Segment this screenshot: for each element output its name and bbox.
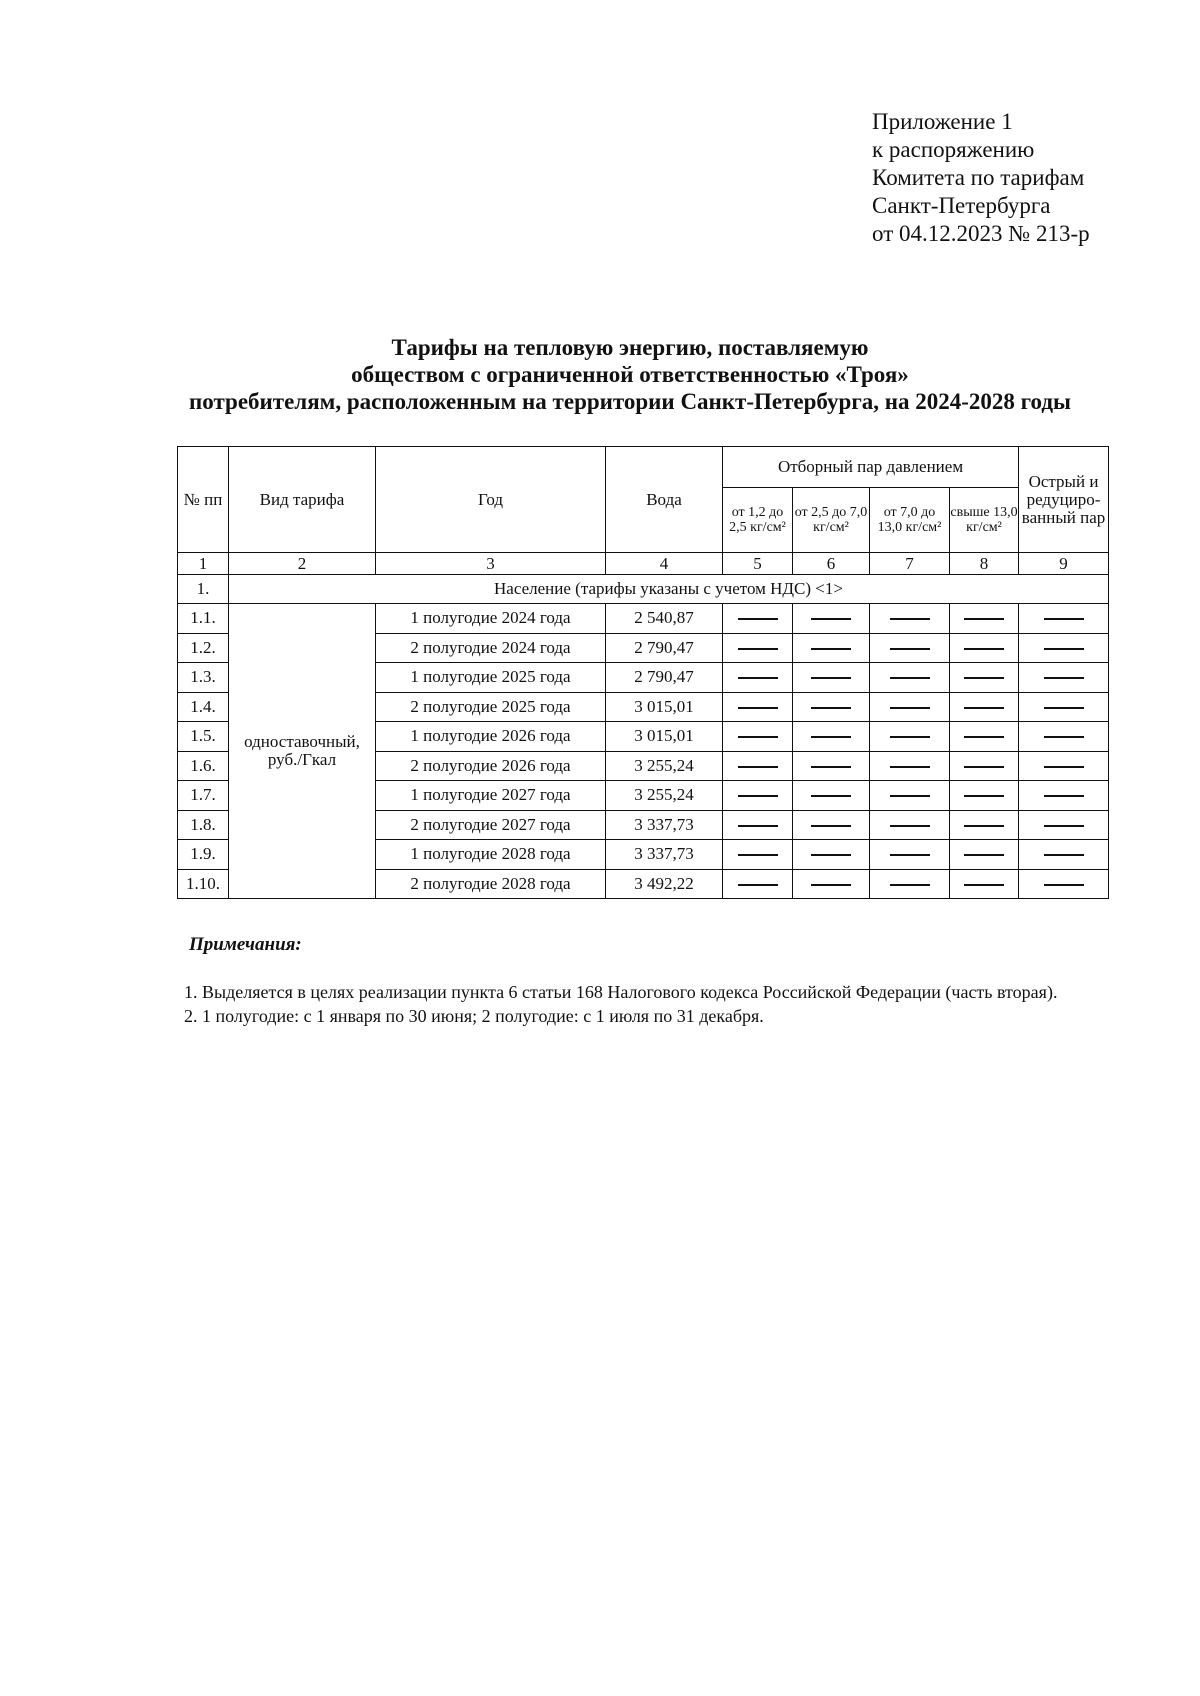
header-steam-group: Отборный пар давлением: [723, 447, 1019, 488]
row-water: 2 790,47: [606, 663, 723, 693]
dash-mark: [1044, 677, 1084, 679]
dash-mark: [738, 825, 778, 827]
dash-mark: [1044, 795, 1084, 797]
column-number: 7: [870, 553, 950, 575]
dash-mark: [964, 736, 1004, 738]
empty-value-cell: [950, 840, 1019, 870]
notes-title: Примечания:: [189, 934, 302, 955]
dash-mark: [738, 766, 778, 768]
dash-mark: [1044, 884, 1084, 886]
empty-value-cell: [950, 692, 1019, 722]
dash-mark: [1044, 825, 1084, 827]
column-number: 5: [723, 553, 793, 575]
header-tariff-type: Вид тарифа: [229, 447, 376, 553]
dash-mark: [1044, 618, 1084, 620]
table-row: [178, 604, 1109, 634]
row-no: 1.8.: [178, 810, 229, 840]
row-no: 1.3.: [178, 663, 229, 693]
appendix-block: [872, 108, 1090, 248]
appendix-line: Приложение 1: [872, 109, 1013, 134]
empty-value-cell: [793, 840, 870, 870]
empty-value-cell: [723, 751, 793, 781]
tariff-type-cell: одноставочный, руб./Гкал: [229, 604, 376, 899]
dash-mark: [890, 707, 930, 709]
dash-mark: [890, 766, 930, 768]
row-water: 3 337,73: [606, 810, 723, 840]
dash-mark: [964, 766, 1004, 768]
empty-value-cell: [1019, 722, 1109, 752]
empty-value-cell: [793, 722, 870, 752]
empty-value-cell: [870, 751, 950, 781]
header-sharp-steam: Острый и редуциро-ванный пар: [1019, 447, 1109, 553]
row-no: 1.6.: [178, 751, 229, 781]
header-steam-col: свыше 13,0 кг/см²: [950, 488, 1019, 553]
empty-value-cell: [723, 722, 793, 752]
empty-value-cell: [950, 810, 1019, 840]
empty-value-cell: [1019, 781, 1109, 811]
row-no: 1.9.: [178, 840, 229, 870]
header-year: Год: [376, 447, 606, 553]
dash-mark: [890, 884, 930, 886]
empty-value-cell: [723, 633, 793, 663]
row-period: 2 полугодие 2024 года: [376, 633, 606, 663]
row-no: 1.10.: [178, 869, 229, 899]
dash-mark: [964, 618, 1004, 620]
column-number: 3: [376, 553, 606, 575]
empty-value-cell: [723, 840, 793, 870]
dash-mark: [964, 884, 1004, 886]
empty-value-cell: [793, 869, 870, 899]
header-steam-col: от 7,0 до 13,0 кг/см²: [870, 488, 950, 553]
dash-mark: [890, 795, 930, 797]
section-row: [178, 575, 1109, 604]
row-period: 1 полугодие 2025 года: [376, 663, 606, 693]
dash-mark: [738, 795, 778, 797]
row-period: 2 полугодие 2025 года: [376, 692, 606, 722]
column-number: 2: [229, 553, 376, 575]
dash-mark: [738, 854, 778, 856]
empty-value-cell: [793, 633, 870, 663]
empty-value-cell: [1019, 633, 1109, 663]
empty-value-cell: [793, 810, 870, 840]
empty-value-cell: [950, 722, 1019, 752]
dash-mark: [811, 707, 851, 709]
header-water: Вода: [606, 447, 723, 553]
dash-mark: [964, 648, 1004, 650]
dash-mark: [1044, 648, 1084, 650]
column-number: 9: [1019, 553, 1109, 575]
empty-value-cell: [1019, 751, 1109, 781]
header-no: № пп: [178, 447, 229, 553]
row-water: 2 540,87: [606, 604, 723, 634]
dash-mark: [811, 854, 851, 856]
empty-value-cell: [870, 722, 950, 752]
dash-mark: [738, 618, 778, 620]
dash-mark: [738, 884, 778, 886]
empty-value-cell: [723, 604, 793, 634]
row-water: 3 337,73: [606, 840, 723, 870]
empty-value-cell: [1019, 663, 1109, 693]
dash-mark: [811, 648, 851, 650]
appendix-line: Комитета по тарифам: [872, 165, 1085, 190]
note-item: 1. Выделяется в целях реализации пункта 6 статьи 168 Налогового кодекса Российской Федерации (часть вторая).: [184, 982, 1058, 1002]
section-no: 1.: [178, 575, 229, 604]
dash-mark: [1044, 736, 1084, 738]
title-line: Тарифы на тепловую энергию, поставляемую: [391, 335, 869, 360]
empty-value-cell: [950, 869, 1019, 899]
empty-value-cell: [950, 604, 1019, 634]
dash-mark: [738, 736, 778, 738]
dash-mark: [1044, 766, 1084, 768]
dash-mark: [1044, 707, 1084, 709]
dash-mark: [890, 736, 930, 738]
row-water: 3 015,01: [606, 722, 723, 752]
empty-value-cell: [723, 869, 793, 899]
empty-value-cell: [1019, 692, 1109, 722]
empty-value-cell: [870, 604, 950, 634]
empty-value-cell: [870, 663, 950, 693]
empty-value-cell: [793, 692, 870, 722]
notes-block: [184, 980, 1112, 1028]
column-number: 6: [793, 553, 870, 575]
empty-value-cell: [950, 663, 1019, 693]
empty-value-cell: [723, 663, 793, 693]
row-no: 1.4.: [178, 692, 229, 722]
row-water: 3 255,24: [606, 751, 723, 781]
row-water: 3 015,01: [606, 692, 723, 722]
dash-mark: [811, 825, 851, 827]
row-period: 2 полугодие 2028 года: [376, 869, 606, 899]
title-line: потребителям, расположенным на территории Санкт-Петербурга, на 2024-2028 годы: [189, 389, 1071, 414]
empty-value-cell: [870, 781, 950, 811]
row-period: 1 полугодие 2028 года: [376, 840, 606, 870]
header-steam-col: от 2,5 до 7,0 кг/см²: [793, 488, 870, 553]
note-item: 2. 1 полугодие: с 1 января по 30 июня; 2 полугодие: с 1 июля по 31 декабря.: [184, 1006, 764, 1026]
empty-value-cell: [793, 781, 870, 811]
empty-value-cell: [793, 663, 870, 693]
row-no: 1.7.: [178, 781, 229, 811]
column-number: 1: [178, 553, 229, 575]
dash-mark: [890, 825, 930, 827]
empty-value-cell: [1019, 604, 1109, 634]
column-number: 4: [606, 553, 723, 575]
empty-value-cell: [870, 840, 950, 870]
empty-value-cell: [723, 781, 793, 811]
dash-mark: [738, 677, 778, 679]
dash-mark: [738, 648, 778, 650]
tariff-table: [177, 446, 1109, 899]
dash-mark: [964, 825, 1004, 827]
column-number-row: [178, 553, 1109, 575]
row-no: 1.2.: [178, 633, 229, 663]
document-title: [150, 334, 1110, 415]
empty-value-cell: [1019, 840, 1109, 870]
row-period: 1 полугодие 2024 года: [376, 604, 606, 634]
empty-value-cell: [870, 692, 950, 722]
dash-mark: [811, 618, 851, 620]
dash-mark: [964, 795, 1004, 797]
dash-mark: [811, 736, 851, 738]
dash-mark: [890, 854, 930, 856]
empty-value-cell: [870, 633, 950, 663]
empty-value-cell: [793, 751, 870, 781]
row-no: 1.1.: [178, 604, 229, 634]
row-period: 2 полугодие 2026 года: [376, 751, 606, 781]
appendix-line: к распоряжению: [872, 137, 1035, 162]
dash-mark: [1044, 854, 1084, 856]
appendix-line: Санкт-Петербурга: [872, 193, 1051, 218]
empty-value-cell: [870, 810, 950, 840]
dash-mark: [811, 677, 851, 679]
row-period: 1 полугодие 2027 года: [376, 781, 606, 811]
row-water: 3 255,24: [606, 781, 723, 811]
empty-value-cell: [1019, 810, 1109, 840]
dash-mark: [811, 766, 851, 768]
dash-mark: [890, 648, 930, 650]
row-period: 2 полугодие 2027 года: [376, 810, 606, 840]
empty-value-cell: [1019, 869, 1109, 899]
empty-value-cell: [950, 781, 1019, 811]
dash-mark: [738, 707, 778, 709]
dash-mark: [964, 854, 1004, 856]
title-line: обществом с ограниченной ответственностью «Троя»: [351, 362, 909, 387]
row-no: 1.5.: [178, 722, 229, 752]
column-number: 8: [950, 553, 1019, 575]
header-steam-col: от 1,2 до 2,5 кг/см²: [723, 488, 793, 553]
row-period: 1 полугодие 2026 года: [376, 722, 606, 752]
empty-value-cell: [793, 604, 870, 634]
dash-mark: [811, 795, 851, 797]
dash-mark: [811, 884, 851, 886]
dash-mark: [964, 707, 1004, 709]
dash-mark: [964, 677, 1004, 679]
row-water: 2 790,47: [606, 633, 723, 663]
empty-value-cell: [950, 751, 1019, 781]
row-water: 3 492,22: [606, 869, 723, 899]
empty-value-cell: [723, 810, 793, 840]
appendix-line: от 04.12.2023 № 213-р: [872, 221, 1090, 246]
dash-mark: [890, 618, 930, 620]
section-label: Население (тарифы указаны с учетом НДС) <1>: [229, 575, 1109, 604]
empty-value-cell: [870, 869, 950, 899]
dash-mark: [890, 677, 930, 679]
empty-value-cell: [723, 692, 793, 722]
empty-value-cell: [950, 633, 1019, 663]
